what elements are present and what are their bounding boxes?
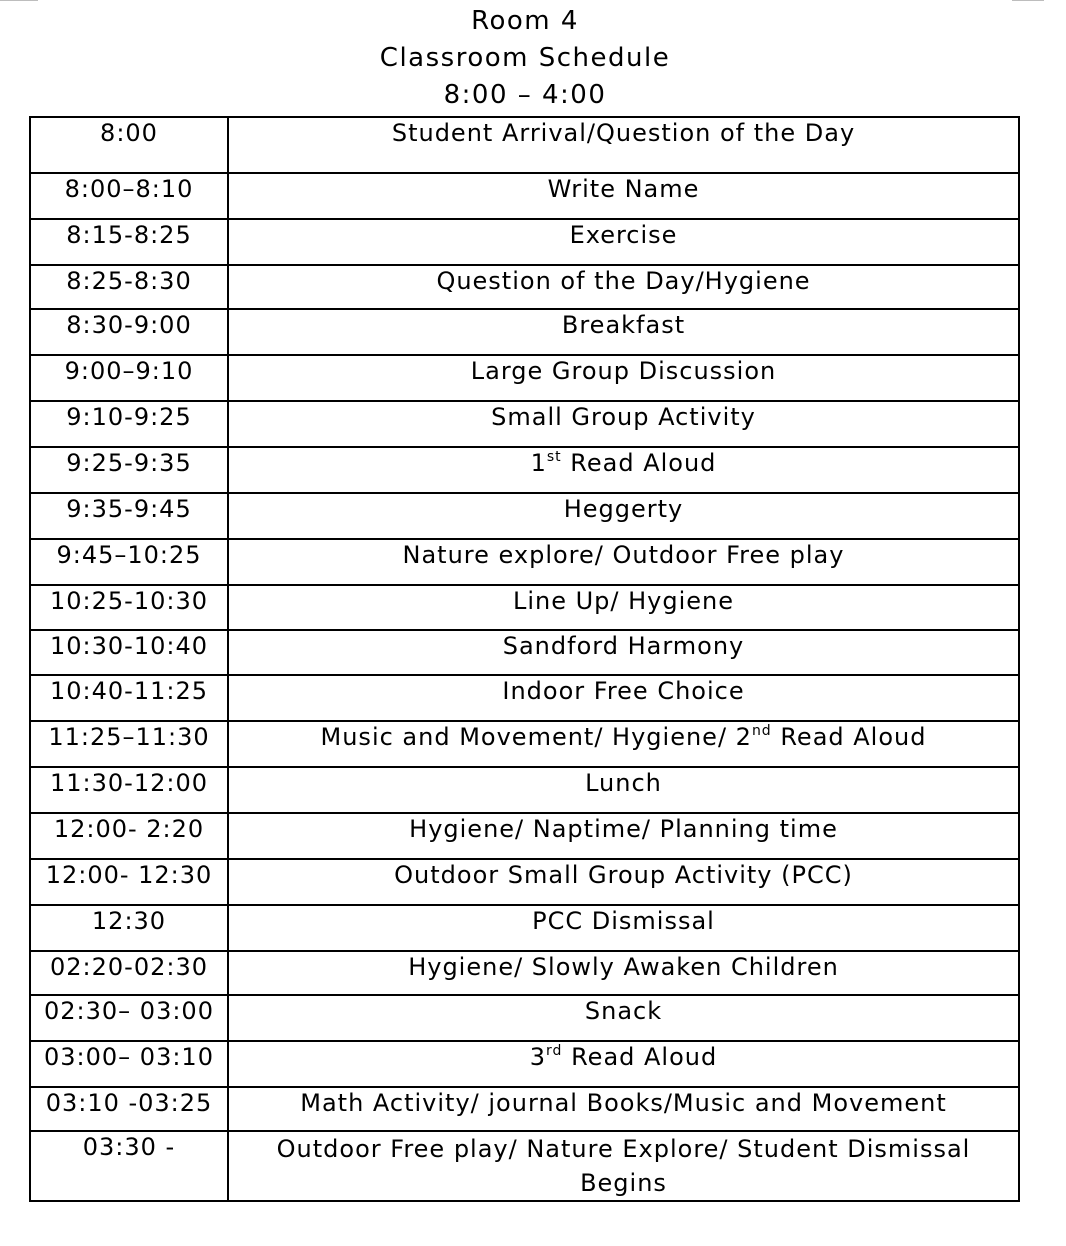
ordinal-suffix: rd	[546, 1043, 563, 1059]
time-cell: 10:40-11:25	[30, 675, 228, 721]
time-cell: 10:30-10:40	[30, 630, 228, 675]
activity-cell: Line Up/ Hygiene	[228, 585, 1019, 630]
time-cell: 10:25-10:30	[30, 585, 228, 630]
table-row	[30, 951, 1019, 995]
activity-cell: Nature explore/ Outdoor Free play	[228, 539, 1019, 585]
time-cell: 03:30 -	[30, 1131, 228, 1201]
time-cell: 8:30-9:00	[30, 309, 228, 355]
activity-cell: Heggerty	[228, 493, 1019, 539]
time-cell: 03:00– 03:10	[30, 1041, 228, 1087]
time-cell: 12:30	[30, 905, 228, 951]
activity-cell: Snack	[228, 995, 1019, 1041]
activity-text: Read Aloud	[561, 449, 717, 477]
table-row	[30, 219, 1019, 265]
table-row	[30, 905, 1019, 951]
table-row	[30, 859, 1019, 905]
activity-cell	[228, 447, 1019, 493]
table-row	[30, 995, 1019, 1041]
ordinal-suffix: nd	[751, 723, 772, 739]
time-cell: 9:35-9:45	[30, 493, 228, 539]
time-cell: 11:25–11:30	[30, 721, 228, 767]
table-row	[30, 401, 1019, 447]
time-cell: 12:00- 12:30	[30, 859, 228, 905]
table-row	[30, 1087, 1019, 1131]
table-row	[30, 447, 1019, 493]
schedule-table	[29, 116, 1020, 1202]
table-row	[30, 585, 1019, 630]
time-cell: 02:20-02:30	[30, 951, 228, 995]
activity-cell: Hygiene/ Naptime/ Planning time	[228, 813, 1019, 859]
activity-text: 3	[529, 1043, 547, 1071]
activity-cell: Breakfast	[228, 309, 1019, 355]
time-cell: 9:25-9:35	[30, 447, 228, 493]
table-row	[30, 117, 1019, 173]
activity-cell: Lunch	[228, 767, 1019, 813]
activity-cell: PCC Dismissal	[228, 905, 1019, 951]
activity-cell: Large Group Discussion	[228, 355, 1019, 401]
activity-cell: Outdoor Free play/ Nature Explore/ Student Dismissal Begins	[228, 1131, 1019, 1201]
activity-cell: Outdoor Small Group Activity (PCC)	[228, 859, 1019, 905]
activity-cell: Small Group Activity	[228, 401, 1019, 447]
time-cell: 8:25-8:30	[30, 265, 228, 309]
table-row	[30, 309, 1019, 355]
time-cell: 9:10-9:25	[30, 401, 228, 447]
activity-cell: Sandford Harmony	[228, 630, 1019, 675]
activity-cell: Indoor Free Choice	[228, 675, 1019, 721]
activity-text: 1	[530, 449, 547, 477]
time-cell: 9:45–10:25	[30, 539, 228, 585]
table-row	[30, 767, 1019, 813]
table-row	[30, 675, 1019, 721]
table-row	[30, 539, 1019, 585]
time-cell: 12:00- 2:20	[30, 813, 228, 859]
table-row	[30, 355, 1019, 401]
table-row	[30, 265, 1019, 309]
activity-text: Read Aloud	[771, 723, 927, 751]
time-cell: 02:30– 03:00	[30, 995, 228, 1041]
activity-text: Read Aloud	[562, 1043, 718, 1071]
activity-cell: Hygiene/ Slowly Awaken Children	[228, 951, 1019, 995]
schedule-title: Classroom Schedule	[379, 43, 671, 73]
room-title: Room 4	[471, 6, 579, 36]
time-cell: 11:30-12:00	[30, 767, 228, 813]
activity-cell	[228, 721, 1019, 767]
time-cell: 8:15-8:25	[30, 219, 228, 265]
schedule-hours: 8:00 – 4:00	[443, 80, 607, 110]
table-row	[30, 493, 1019, 539]
time-cell: 03:10 -03:25	[30, 1087, 228, 1131]
activity-cell: Exercise	[228, 219, 1019, 265]
activity-cell	[228, 1041, 1019, 1087]
time-cell: 8:00	[30, 117, 228, 173]
schedule-header	[0, 3, 1050, 114]
page-corner-mark-right	[1012, 0, 1044, 1]
time-cell: 9:00–9:10	[30, 355, 228, 401]
activity-cell: Student Arrival/Question of the Day	[228, 117, 1019, 173]
activity-cell: Math Activity/ journal Books/Music and Movement	[228, 1087, 1019, 1131]
activity-text: Music and Movement/ Hygiene/ 2	[320, 723, 752, 751]
table-row	[30, 1131, 1019, 1201]
table-row	[30, 813, 1019, 859]
table-row	[30, 173, 1019, 219]
time-cell: 8:00–8:10	[30, 173, 228, 219]
ordinal-suffix: st	[546, 449, 562, 465]
table-row	[30, 630, 1019, 675]
activity-cell: Write Name	[228, 173, 1019, 219]
table-row	[30, 1041, 1019, 1087]
table-row	[30, 721, 1019, 767]
activity-cell: Question of the Day/Hygiene	[228, 265, 1019, 309]
page-corner-mark-left	[0, 0, 38, 1]
